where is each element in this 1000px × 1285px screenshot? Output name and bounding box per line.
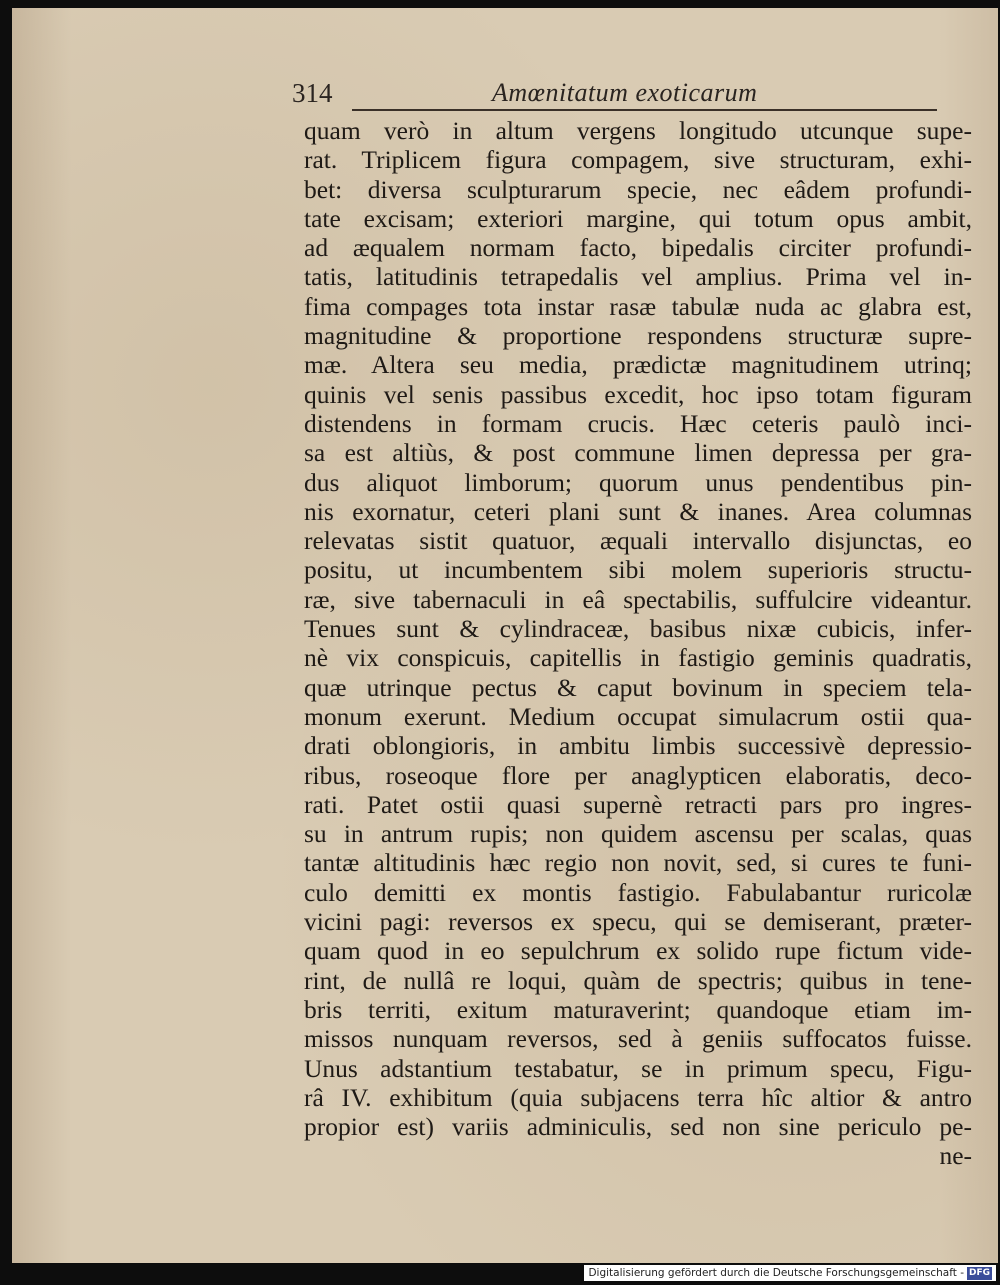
text-line: sa est altiùs, & post commune limen depressa per gra-: [304, 438, 972, 468]
text-line: drati oblongioris, in ambitu limbis successivè depressio-: [304, 731, 972, 761]
text-line: propior est) variis adminiculis, sed non sine periculo pe-: [304, 1112, 972, 1142]
text-line: dus aliquot limborum; quorum unus pendentibus pin-: [304, 467, 972, 497]
running-title: Amœnitatum exoticarum: [492, 78, 758, 107]
text-line: relevatas sistit quatuor, æquali intervallo disjunctas, eo: [304, 526, 972, 556]
text-line: tatis, latitudinis tetrapedalis vel amplius. Prima vel in-: [304, 262, 972, 292]
dfg-logo: DFG: [968, 1267, 990, 1278]
text-line: bris territi, exitum maturaverint; quandoque etiam im-: [304, 994, 972, 1024]
text-line: mæ. Altera seu media, prædictæ magnitudinem utrinq;: [304, 350, 972, 380]
text-line: su in antrum rupis; non quidem ascensu per scalas, quas: [304, 819, 972, 849]
text-line: tate excisam; exteriori margine, qui totum opus ambit,: [304, 203, 972, 233]
text-line: ræ, sive tabernaculi in eâ spectabilis, suffulcire videantur.: [304, 584, 972, 614]
text-line: positu, ut incumbentem sibi molem superioris structu-: [304, 555, 972, 585]
text-line: ad æqualem normam facto, bipedalis circiter profundi-: [304, 233, 972, 263]
page-number: 314: [292, 78, 333, 108]
text-line: distendens in formam crucis. Hæc ceteris paulò inci-: [304, 408, 972, 438]
text-line: tantæ altitudinis hæc regio non novit, sed, si cures te funi-: [304, 848, 972, 878]
text-line: quam quod in eo sepulchrum ex solido rupe fictum vide-: [304, 936, 972, 966]
text-line: missos nunquam reversos, sed à geniis suffocatos fuisse.: [304, 1024, 972, 1054]
text-line: vicini pagi: reversos ex specu, qui se demiserant, præter-: [304, 907, 972, 937]
text-line: magnitudine & proportione respondens structuræ supre-: [304, 321, 972, 351]
text-line: fima compages tota instar rasæ tabulæ nuda ac glabra est,: [304, 291, 972, 321]
running-head: [292, 78, 972, 116]
digitization-footer: [584, 1265, 996, 1281]
text-line: rint, de nullâ re loqui, quàm de spectris; quibus in tene-: [304, 965, 972, 995]
book-page: [12, 8, 998, 1263]
text-line: bet: diversa sculpturarum specie, nec eâdem profundi-: [304, 174, 972, 204]
text-line: culo demitti ex montis fastigio. Fabulabantur ruricolæ: [304, 877, 972, 907]
text-line: ribus, roseoque flore per anaglypticen elaboratis, deco-: [304, 760, 972, 790]
text-line: nè vix conspicuis, capitellis in fastigio geminis quadratis,: [304, 643, 972, 673]
text-line: rati. Patet ostii quasi supernè retracti pars pro ingres-: [304, 789, 972, 819]
text-line: monum exerunt. Medium occupat simulacrum ostii qua-: [304, 701, 972, 731]
text-line: ne-: [939, 1141, 972, 1171]
text-line: Tenues sunt & cylindraceæ, basibus nixæ cubicis, infer-: [304, 614, 972, 644]
text-line: rat. Triplicem figura compagem, sive structuram, exhi-: [304, 145, 972, 175]
footer-credit: Digitalisierung gefördert durch die Deutsche Forschungsgemeinschaft -: [588, 1267, 964, 1279]
header-rule: [352, 109, 937, 111]
text-line: râ IV. exhibitum (quia subjacens terra hîc altior & antro: [304, 1082, 972, 1112]
text-line: nis exornatur, ceteri plani sunt & inanes. Area columnas: [304, 496, 972, 526]
text-line: quinis vel senis passibus excedit, hoc ipso totam figuram: [304, 379, 972, 409]
text-line: Unus adstantium testabatur, se in primum specu, Figu-: [304, 1053, 972, 1083]
text-line: quæ utrinque pectus & caput bovinum in speciem tela-: [304, 672, 972, 702]
body-text: [304, 116, 972, 1171]
text-line: quam verò in altum vergens longitudo utcunque supe-: [304, 116, 972, 145]
